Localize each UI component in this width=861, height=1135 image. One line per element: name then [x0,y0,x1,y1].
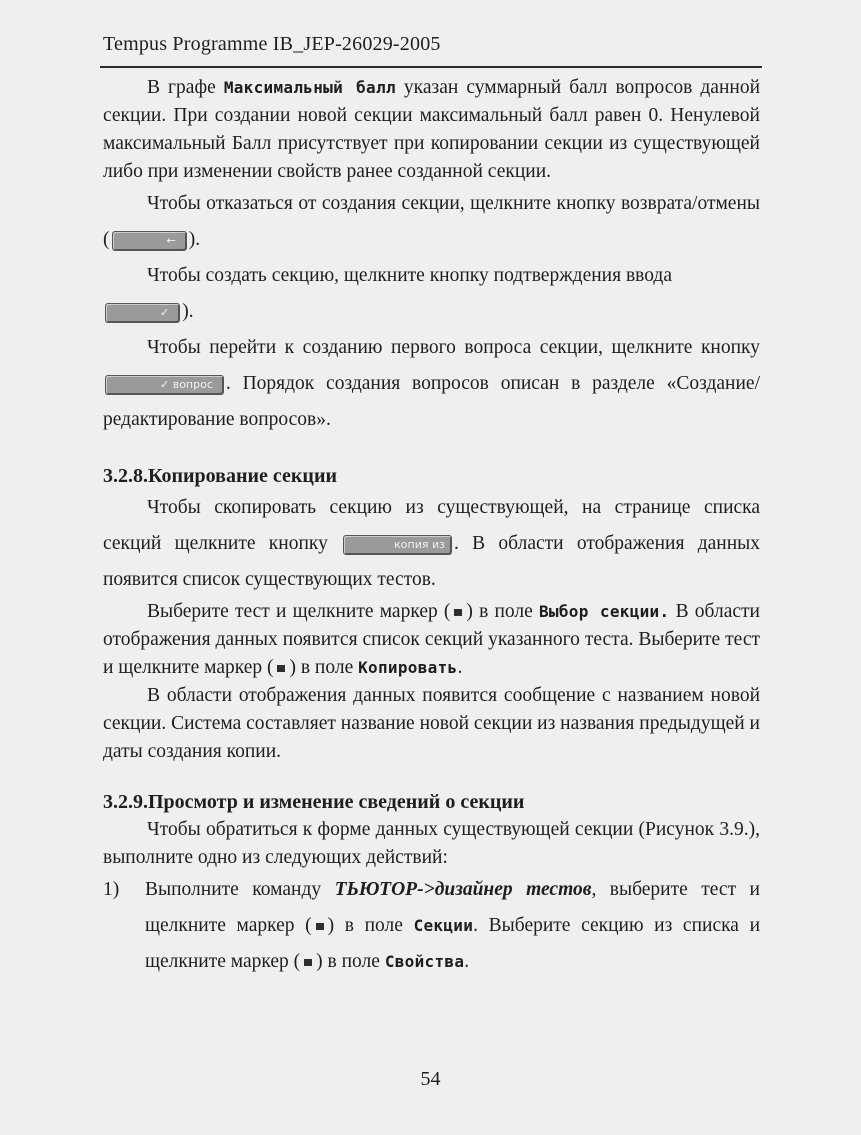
section-heading-view-edit: 3.2.9.Просмотр и изменение сведений о секции [103,791,525,813]
marker-icon [304,959,312,966]
marker-icon [454,609,462,616]
header-rule [100,66,762,68]
body-text [103,74,760,980]
paragraph-copy-1: Чтобы скопировать секцию из существующей, на странице списка секций щелкните кнопку копия из . В области отображения данных появится список существующих тестов. [103,497,760,590]
field-name: Свойства [384,952,465,971]
paragraph-max-score: В графе Максимальный балл указан суммарный балл вопросов данной секции. При создании новой секции максимальный балл равен 0. Ненулевой максимальный Балл присутствует при копировании секции из существующей либо при изменении свойств ранее созданной секции. [103,77,761,182]
confirm-button-image: ✓ [105,303,180,323]
paragraph-copy-3: В области отображения данных появится сообщение с названием новой секции. Система составляет название новой секции из названия предыдущей и даты создания копии. [103,685,760,762]
list-item-number: 1) [103,879,120,900]
paragraph-view-1: Чтобы обратиться к форме данных существующей секции (Рисунок 3.9.), выполните одно из следующих действий: [103,819,760,868]
paragraph-copy-2: Выберите тест и щелкните маркер ( ) в поле Выбор секции. В области отображения данных появится список секций указанного теста. Выберите тест и щелкните маркер ( ) в поле Копировать. [103,601,760,678]
cancel-button-image: ← [112,231,187,251]
page-number: 54 [420,1068,441,1090]
field-name: Максимальный балл [223,78,396,97]
field-name: Копировать [358,658,458,677]
list-item-text: Выполните команду ТЬЮТОР->дизайнер тестов, выберите тест и щелкните маркер ( ) в поле Секции. Выберите секцию из списка и щелкните маркер ( ) в поле Свойства. [145,879,761,972]
copy-from-button-image: копия из [343,535,452,555]
list-item [103,872,760,980]
marker-icon [277,665,285,672]
field-name: Секции [413,916,474,935]
paragraph-confirm: Чтобы создать секцию, щелкните кнопку подтверждения ввода ✓ ). [103,258,760,330]
command-name: ТЬЮТОР->дизайнер тестов [334,879,592,900]
question-button-image: ✓ вопрос [105,375,224,395]
section-heading-copy: 3.2.8.Копирование секции [103,465,337,487]
paragraph-cancel: Чтобы отказаться от создания секции, щелкните кнопку возврата/отмены ( ← ). [103,193,760,250]
paragraph-question: Чтобы перейти к созданию первого вопроса секции, щелкните кнопку ✓ вопрос . Порядок создания вопросов описан в разделе «Создание/редактирование вопросов». [103,337,760,430]
running-header: Tempus Programme IB_JEP-26029-2005 [103,33,441,55]
field-name: Выбор секции. [538,602,670,621]
marker-icon [316,923,324,930]
